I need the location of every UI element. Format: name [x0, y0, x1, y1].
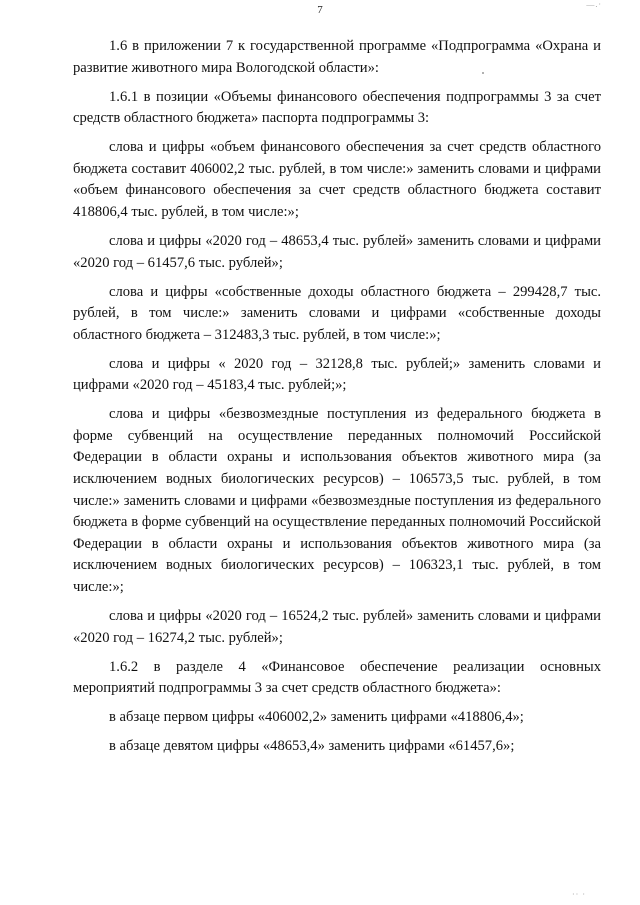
scan-corner-mark-bottom: ·· ·	[572, 890, 586, 899]
paragraph-1-6: 1.6 в приложении 7 к государственной программе «Подпрограмма «Охрана и развитие животного мира Вологодской области»:	[73, 38, 601, 76]
paragraph-first-abzac: в абзаце первом цифры «406002,2» заменить цифрами «418806,4»;	[109, 709, 524, 726]
paragraph-2020-federal: слова и цифры «2020 год – 16524,2 тыс. рублей» заменить словами и цифрами «2020 год – 16274,2 тыс. рублей»;	[73, 607, 601, 646]
paragraph-2020-own-revenue: слова и цифры « 2020 год – 32128,8 тыс. рублей;» заменить словами и цифрами «2020 год – 45183,4 тыс. рублей;»;	[73, 355, 601, 394]
paragraph-own-revenue: слова и цифры «собственные доходы областного бюджета – 299428,7 тыс. рублей, в том числе:» заменить словами и цифрами «собственные доходы областного бюджета – 312483,3 тыс. рублей, в том числе:»;	[73, 283, 601, 343]
paragraph-total-funding: слова и цифры «объем финансового обеспечения за счет средств областного бюджета составит 406002,2 тыс. рублей, в том числе:» заменить словами и цифрами «объем финансового обеспечения за счет средств областного бюджета составит 418806,4 тыс. рублей, в том числе:»;	[73, 139, 601, 220]
document-body	[73, 36, 601, 765]
paragraph-1-6-2: 1.6.2 в разделе 4 «Финансовое обеспечение реализации основных мероприятий подпрограммы 3 за счет средств областного бюджета»:	[73, 658, 601, 697]
paragraph-ninth-abzac: в абзаце девятом цифры «48653,4» заменить цифрами «61457,6»;	[109, 738, 515, 755]
page-number: 7	[317, 4, 323, 16]
paragraph-2020-total: слова и цифры «2020 год – 48653,4 тыс. рублей» заменить словами и цифрами «2020 год – 61457,6 тыс. рублей»;	[73, 232, 601, 271]
paragraph-federal-subventions: слова и цифры «безвозмездные поступления из федерального бюджета в форме субвенций на осуществление переданных полномочий Российской Федерации в области охраны и использования объектов животного мира (за исключением водных биологических ресурсов) – 106573,5 тыс. рублей, в том числе:» заменить словами и цифрами «безвозмездные поступления из федерального бюджета в форме субвенций на осуществление переданных полномочий Российской Федерации в области охраны и использования объектов животного мира (за исключением водных биологических ресурсов) – 106323,1 тыс. рублей, в том числе:»;	[73, 406, 601, 595]
paragraph-1-6-1: 1.6.1 в позиции «Объемы финансового обеспечения подпрограммы 3 за счет средств областного бюджета» паспорта подпрограммы 3:	[73, 88, 601, 127]
scan-corner-mark-top: —.·	[586, 0, 602, 9]
